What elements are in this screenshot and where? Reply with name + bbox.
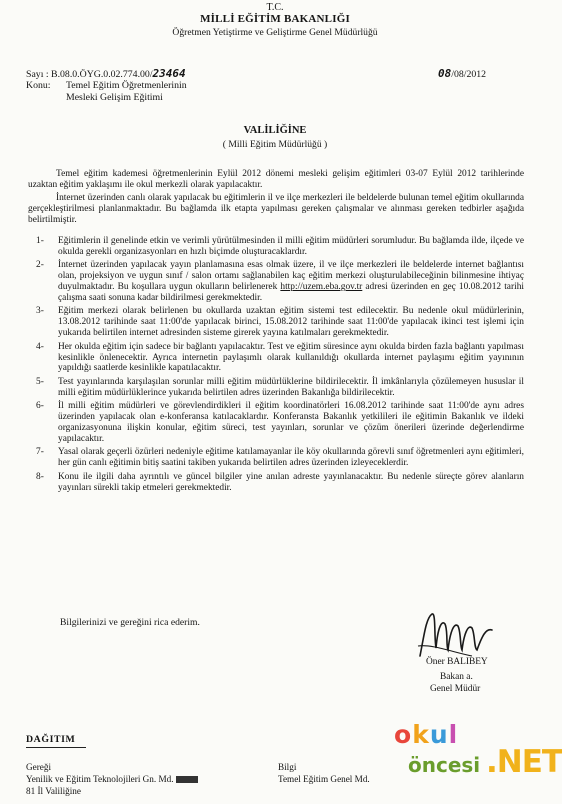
header-directorate: Öğretmen Yetiştirme ve Geliştirme Genel Müdürlüğü [172, 27, 378, 38]
list-item: 7- Yasal olarak geçerli özürleri nedeniyle eğitime katılamayanlar ile köy okullarında görevli sınıf öğretmenleri aynı eğitimleri, her gün canlı eğitimin bitiş saatini takiben yukarıda belirtilen adres üzerinden izleyeceklerdir. [36, 447, 524, 469]
distribution-bilgi-line-1: Temel Eğitim Genel Md. [278, 774, 370, 784]
signatory-role-1: Bakan a. [440, 672, 473, 682]
list-item: 4- Her okulda eğitim için sadece bir bağlantı yapılacaktır. Test ve eğitim süresince aynı okulda birden fazla bağlantı yapılması kesinlikle önlenecektir. Ayrıca internetin paylaşımlı olarak kullanıldığı okullarda internet paylaşımı eğitim yayınının yapıldığı saatlerde kesinlikle kapatılacaktır. [36, 341, 524, 374]
list-item: 8- Konu ile ilgili daha ayrıntılı ve güncel bilgiler yine anılan adreste yayınlanacaktır. Bu nedenle süreçte görev alanların yayınları sürekli takip etmeleri gerekmektedir. [36, 471, 524, 493]
distribution-gereği-line-2: 81 İl Valiliğine [26, 786, 81, 796]
list-item: 5- Test yayınlarında karşılaşılan sorunlar milli eğitim müdürlüklerine bildirilecektir. İl imkânlarıyla çözülemeyen hususlar il milli eğitim müdürlüklerince yukarıda belirtilen adres üzerinden Bakanlığa bildirilecektir. [36, 376, 524, 398]
letter-date: 08/08/2012 [438, 67, 487, 80]
list-item: 2- İnternet üzerinden yapılacak yayın planlamasına esas olmak üzere, il ve ilçe merkezleri ile beldelerde internet bağlantısı olan, projeksiyon ve uygun sınıf / salon ortamı sağlanabilen kaç eğitim merkezi oluşturulabileceğinin bilinmesine ihtiyaç duyulmaktadır. Bu koşullara uygun okulların belirlenerek http://uzem.eba.gov.tr adresi üzerinden en geç 10.08.2012 tarihi çalışma saati sonuna kadar bildirilmesi gerekmektedir. [36, 260, 524, 304]
distribution-gereği-label: Gereği [26, 762, 51, 772]
logo-text-bottom: öncesi [408, 753, 481, 777]
signatory-name: Öner BALIBEY [426, 657, 488, 667]
okuloncesi-watermark-logo [394, 716, 562, 788]
subject-label: Konu: [26, 80, 51, 91]
closing-sentence: Bilgilerinizi ve gereğini rica ederim. [60, 617, 200, 628]
subject-line-1: Temel Eğitim Öğretmenlerinin [66, 80, 187, 91]
list-item: 1- Eğitimlerin il genelinde etkin ve verimli yürütülmesinden il milli eğitim müdürleri sorumludur. Bu bağlamda ilde, ilçede ve okulda gerekli organizasyonları en hızlı biçimde oluşturacaklardır. [36, 236, 524, 257]
signatory-role-2: Genel Müdür [430, 684, 481, 694]
paragraph-intro: Temel eğitim kademesi öğretmenlerinin Eylül 2012 dönemi mesleki gelişim eğitimleri 03-07 Eylül 2012 tarihlerinde uzaktan eğitim yaklaşımı ile okul merkezli olarak yapılacaktır. [28, 169, 524, 190]
reference-number: Sayı : B.08.0.ÖYG.0.02.774.00/23464 [26, 67, 186, 80]
addressee-subtitle: ( Milli Eğitim Müdürlüğü ) [222, 139, 328, 150]
header-ministry: MİLLİ EĞİTİM BAKANLIĞI [200, 13, 350, 25]
paragraph-plan: İnternet üzerinden canlı olarak yapılacak bu eğitimlerin il ve ilçe merkezleri ile beldelerde bulunan temel eğitim okullarında gerçekleştirilmesi planlanmaktadır. Bu bağlamda ilk etapta yapılması gereken çalışmalar ve alınması gereken tedbirler aşağıda belirtilmiştir. [28, 193, 524, 225]
redaction-mark [176, 776, 198, 783]
logo-text-net: .NET [486, 744, 562, 780]
handwritten-number: 23464 [152, 67, 186, 80]
distribution-bilgi-label: Bilgi [278, 762, 297, 772]
distribution-gereği-line-1: Yenilik ve Eğitim Teknolojileri Gn. Md. [26, 774, 198, 784]
subject-line-2: Mesleki Gelişim Eğitimi [66, 92, 163, 103]
distribution-heading: DAĞITIM [26, 734, 76, 745]
addressee-title: VALİLİĞİNE [243, 125, 307, 136]
measures-list [22, 236, 524, 496]
distribution-underline [26, 747, 86, 748]
logo-text-top: okul [394, 720, 459, 749]
list-item: 6- İl milli eğitim müdürleri ve görevlendirdikleri il eğitim koordinatörleri 16.08.2012 tarihinde saat 11:00'de aynı adres üzerinden yapılacak olan e-konferansa katılacaklardır. Konferansta Bakanlık yetkilileri ile eğitimin Bakanlık ve ildeki organizasyonuna ilişkin konular, eğitim süreci, test yayınları, sorunlar ve çözüm önerileri üzerinde değerlendirme yapılacaktır. [36, 401, 524, 444]
uzem-link[interactable]: http://uzem.eba.gov.tr [280, 282, 363, 293]
header-tc: T.C. [266, 2, 284, 13]
list-item: 3- Eğitim merkezi olarak belirlenen bu okullarda uzaktan eğitim sistemi test edilecektir. Bu nedenle okul müdürlerinin, 13.08.2012 tarihinde saat 11:00'de yapılacak birinci, 15.08.2012 tarihinde saat 11:00'de yapılacak ikinci test işlemi için yukarıda belirtilen internet adresinden sisteme girerek yayına katılmaları gerekmektedir. [36, 306, 524, 339]
